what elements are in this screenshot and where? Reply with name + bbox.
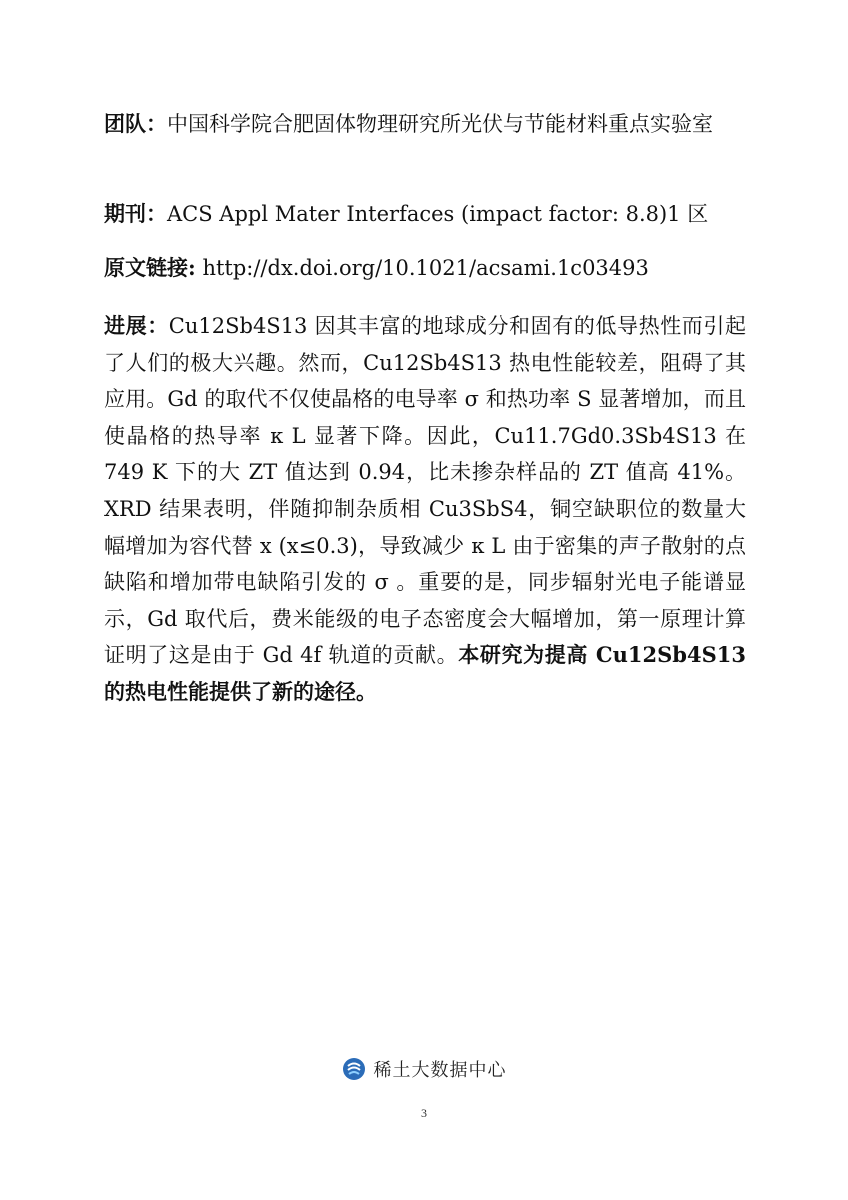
journal-text: ACS Appl Mater Interfaces (impact factor: 8.8)1 区	[167, 202, 709, 226]
rare-earth-logo-icon	[342, 1057, 366, 1081]
team-text: 中国科学院合肥固体物理研究所光伏与节能材料重点实验室	[167, 112, 713, 136]
link-label: 原文链接:	[104, 255, 196, 280]
progress-label: 进展：	[104, 313, 169, 338]
progress-text: Cu12Sb4S13 因其丰富的地球成分和固有的低导热性而引起了人们的极大兴趣。然而，Cu12Sb4S13 热电性能较差，阻碍了其应用。Gd 的取代不仅使晶格的电导率 σ 和热功率 S 显著增加，而且使晶格的热导率 κ L 显著下降。因此，Cu11.7Gd0.3Sb4S13 在 749 K 下的大 ZT 值达到 0.94，比未掺杂样品的 ZT 值高 41%。XRD 结果表明，伴随抑制杂质相 Cu3SbS4，铜空缺职位的数量大幅增加为容代替 x (x≤0.3)，导致减少 κ L 由于密集的声子散射的点缺陷和增加带电缺陷引发的 σ 。重要的是，同步辐射光电子能谱显示，Gd 取代后，费米能级的电子态密度会大幅增加，第一原理计算证明了这是由于 Gd 4f 轨道的贡献。	[104, 314, 746, 668]
article-body	[104, 106, 746, 711]
link-paragraph	[104, 250, 746, 286]
journal-paragraph	[104, 196, 746, 232]
progress-conclusion: 本研究为提高 Cu12Sb4S13 的热电性能提供了新的途径。	[104, 642, 746, 704]
doi-link[interactable]: http://dx.doi.org/10.1021/acsami.1c03493	[195, 256, 649, 280]
team-label: 团队：	[104, 111, 167, 136]
journal-label: 期刊：	[104, 201, 167, 226]
footer-brand	[0, 1056, 848, 1082]
progress-paragraph	[104, 308, 746, 711]
footer-brand-text: 稀土大数据中心	[373, 1060, 507, 1081]
page-number: 3	[421, 1106, 427, 1120]
team-paragraph	[104, 106, 746, 178]
